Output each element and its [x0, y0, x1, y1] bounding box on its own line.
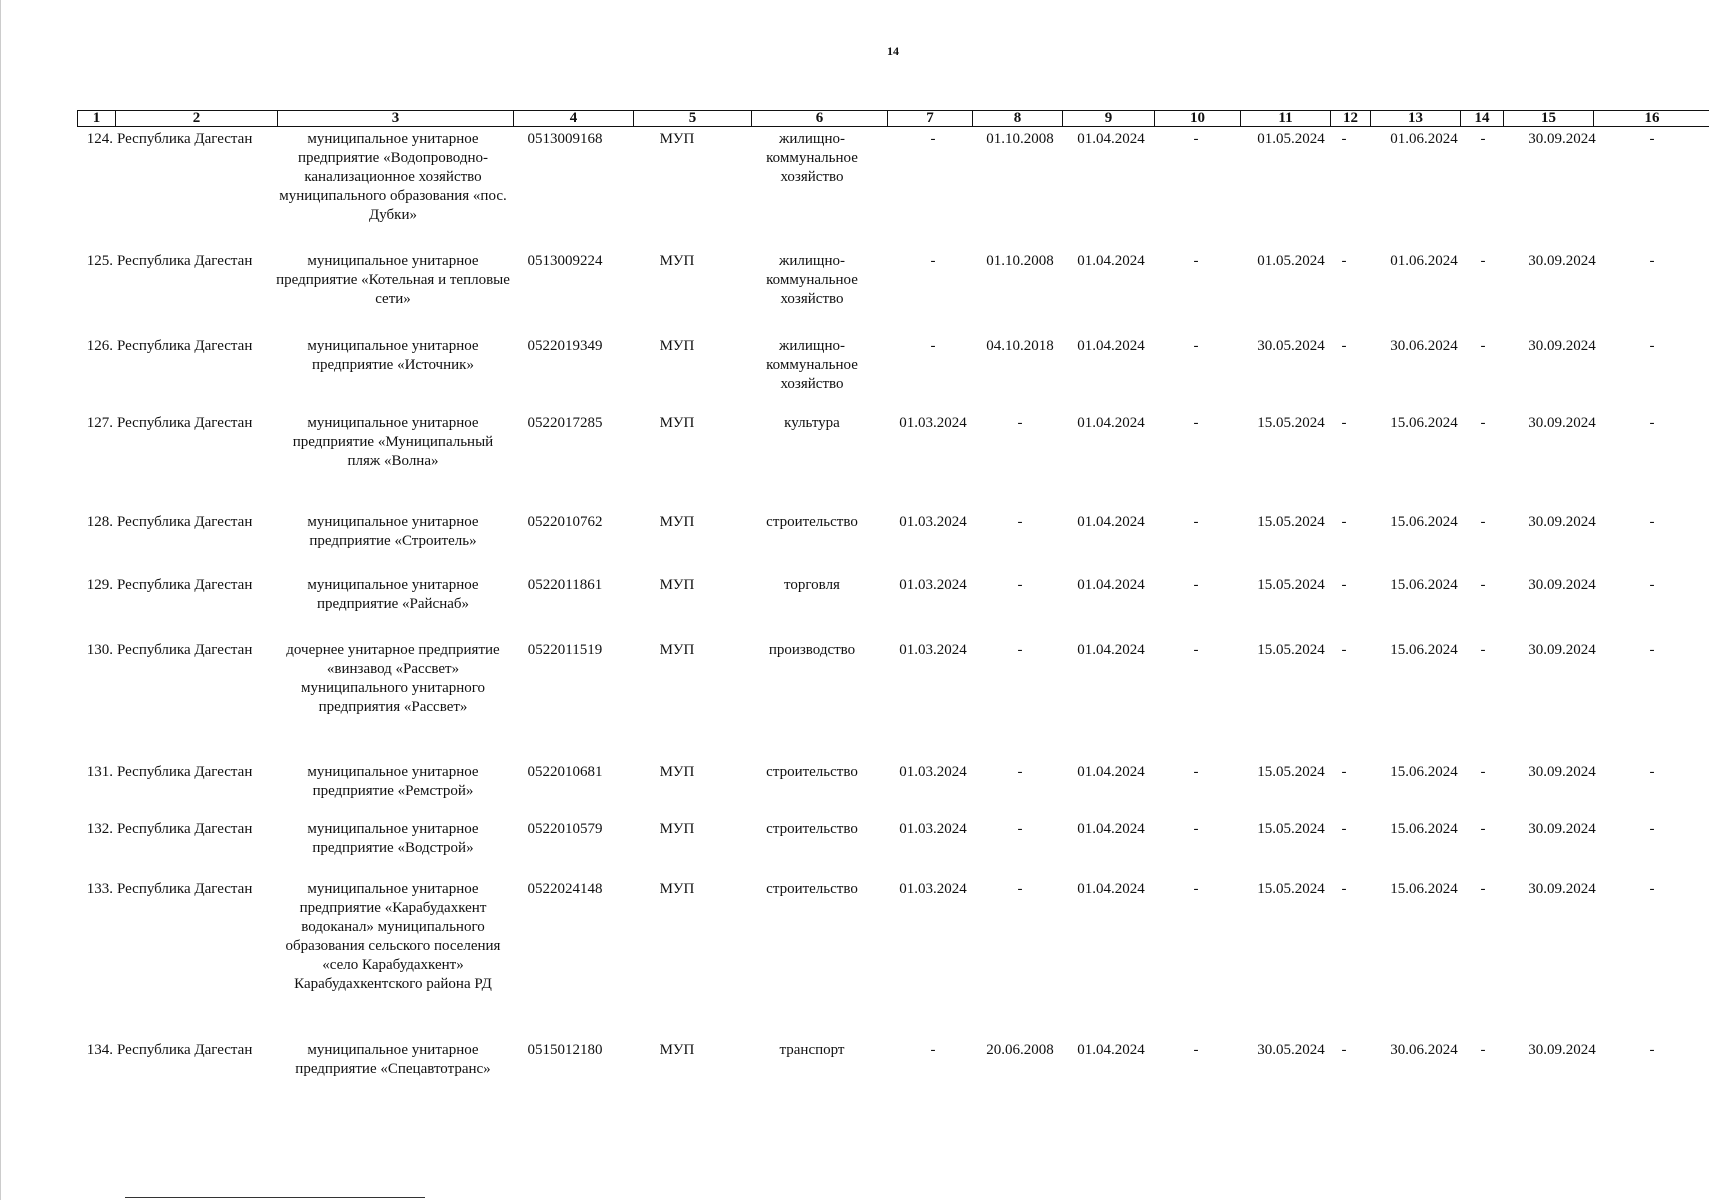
- col8-cell: 04.10.2018: [986, 338, 1054, 354]
- col11-cell: 30.05.2024: [1257, 338, 1325, 354]
- enterprise-name-cell: муниципальное унитарное предприятие «Ремстрой»: [307, 764, 479, 799]
- sphere-cell: жилищно-коммунальное хозяйство: [766, 253, 858, 307]
- enterprise-name-cell: муниципальное унитарное предприятие «Муниципальный пляж «Волна»: [292, 415, 494, 469]
- col11-cell: 15.05.2024: [1257, 881, 1325, 897]
- region-cell: Республика Дагестан: [117, 415, 253, 431]
- col11-cell: 15.05.2024: [1257, 821, 1325, 837]
- col10-cell: -: [1193, 415, 1199, 431]
- row-number: 124.: [86, 131, 113, 147]
- col9-cell: 01.04.2024: [1077, 338, 1145, 354]
- column-header: 6: [752, 111, 888, 126]
- col15-cell: 30.09.2024: [1528, 415, 1596, 431]
- region-cell: Республика Дагестан: [117, 131, 253, 147]
- sphere-cell: строительство: [766, 881, 858, 897]
- type-cell: МУП: [659, 764, 695, 780]
- inn-cell: 0513009224: [527, 253, 603, 269]
- col13-cell: 15.06.2024: [1390, 642, 1458, 658]
- col7-cell: 01.03.2024: [899, 642, 967, 658]
- col12-cell: -: [1341, 514, 1347, 530]
- col14-cell: -: [1480, 514, 1486, 530]
- inn-cell: 0515012180: [527, 1042, 603, 1058]
- col8-cell: 01.10.2008: [986, 131, 1054, 147]
- col14-cell: -: [1480, 253, 1486, 269]
- row-number: 134.: [86, 1042, 113, 1058]
- col13-cell: 30.06.2024: [1390, 1042, 1458, 1058]
- col12-cell: -: [1341, 577, 1347, 593]
- col15-cell: 30.09.2024: [1528, 821, 1596, 837]
- col13-cell: 15.06.2024: [1390, 881, 1458, 897]
- col10-cell: -: [1193, 514, 1199, 530]
- col12-cell: -: [1341, 881, 1347, 897]
- col13-cell: 15.06.2024: [1390, 415, 1458, 431]
- col14-cell: -: [1480, 338, 1486, 354]
- column-header: 8: [973, 111, 1063, 126]
- col8-cell: -: [1017, 764, 1023, 780]
- col11-cell: 15.05.2024: [1257, 415, 1325, 431]
- col16-cell: -: [1649, 577, 1655, 593]
- row-number: 125.: [86, 253, 113, 269]
- enterprise-name-cell: муниципальное унитарное предприятие «Строитель»: [307, 514, 479, 549]
- column-header: 13: [1371, 111, 1461, 126]
- enterprise-name-cell: муниципальное унитарное предприятие «Водстрой»: [307, 821, 479, 856]
- enterprise-name-cell: муниципальное унитарное предприятие «Котельная и тепловые сети»: [276, 253, 510, 307]
- col9-cell: 01.04.2024: [1077, 514, 1145, 530]
- col9-cell: 01.04.2024: [1077, 415, 1145, 431]
- col7-cell: 01.03.2024: [899, 514, 967, 530]
- col15-cell: 30.09.2024: [1528, 253, 1596, 269]
- col8-cell: -: [1017, 577, 1023, 593]
- col11-cell: 15.05.2024: [1257, 642, 1325, 658]
- col10-cell: -: [1193, 1042, 1199, 1058]
- col11-cell: 01.05.2024: [1257, 253, 1325, 269]
- col8-cell: 20.06.2008: [986, 1042, 1054, 1058]
- sphere-cell: жилищно-коммунальное хозяйство: [766, 338, 858, 392]
- row-number: 126.: [86, 338, 113, 354]
- inn-cell: 0522017285: [527, 415, 603, 431]
- enterprise-name-cell: муниципальное унитарное предприятие «Водопроводно-канализационное хозяйство муниципального образования «пос. Дубки»: [279, 131, 507, 223]
- region-cell: Республика Дагестан: [117, 338, 253, 354]
- column-header: 9: [1063, 111, 1155, 126]
- inn-cell: 0522010762: [527, 514, 603, 530]
- enterprise-name-cell: муниципальное унитарное предприятие «Райснаб»: [307, 577, 479, 612]
- region-cell: Республика Дагестан: [117, 1042, 253, 1058]
- col13-cell: 01.06.2024: [1390, 131, 1458, 147]
- col8-cell: -: [1017, 415, 1023, 431]
- col8-cell: 01.10.2008: [986, 253, 1054, 269]
- col16-cell: -: [1649, 881, 1655, 897]
- column-header: 14: [1461, 111, 1504, 126]
- inn-cell: 0522024148: [527, 881, 603, 897]
- column-header: 3: [278, 111, 514, 126]
- col16-cell: -: [1649, 253, 1655, 269]
- col13-cell: 15.06.2024: [1390, 764, 1458, 780]
- inn-cell: 0513009168: [527, 131, 603, 147]
- column-header: 7: [888, 111, 973, 126]
- row-number: 131.: [86, 764, 113, 780]
- sphere-cell: жилищно-коммунальное хозяйство: [766, 131, 858, 185]
- sphere-cell: производство: [768, 642, 856, 658]
- col7-cell: 01.03.2024: [899, 821, 967, 837]
- col10-cell: -: [1193, 577, 1199, 593]
- col8-cell: -: [1017, 514, 1023, 530]
- col16-cell: -: [1649, 642, 1655, 658]
- col16-cell: -: [1649, 821, 1655, 837]
- col7-cell: -: [930, 338, 936, 354]
- col10-cell: -: [1193, 764, 1199, 780]
- type-cell: МУП: [659, 821, 695, 837]
- type-cell: МУП: [659, 338, 695, 354]
- enterprise-name-cell: муниципальное унитарное предприятие «Источник»: [307, 338, 479, 373]
- row-number: 127.: [86, 415, 113, 431]
- column-header: 5: [634, 111, 752, 126]
- type-cell: МУП: [659, 1042, 695, 1058]
- col15-cell: 30.09.2024: [1528, 881, 1596, 897]
- col7-cell: 01.03.2024: [899, 415, 967, 431]
- inn-cell: 0522010681: [527, 764, 603, 780]
- col10-cell: -: [1193, 642, 1199, 658]
- region-cell: Республика Дагестан: [117, 253, 253, 269]
- col13-cell: 01.06.2024: [1390, 253, 1458, 269]
- col15-cell: 30.09.2024: [1528, 1042, 1596, 1058]
- col7-cell: -: [930, 131, 936, 147]
- col9-cell: 01.04.2024: [1077, 764, 1145, 780]
- col9-cell: 01.04.2024: [1077, 821, 1145, 837]
- col11-cell: 15.05.2024: [1257, 764, 1325, 780]
- col7-cell: 01.03.2024: [899, 577, 967, 593]
- col12-cell: -: [1341, 764, 1347, 780]
- col10-cell: -: [1193, 253, 1199, 269]
- col12-cell: -: [1341, 1042, 1347, 1058]
- col9-cell: 01.04.2024: [1077, 253, 1145, 269]
- sphere-cell: строительство: [766, 821, 858, 837]
- col9-cell: 01.04.2024: [1077, 131, 1145, 147]
- sphere-cell: строительство: [766, 514, 858, 530]
- region-cell: Республика Дагестан: [117, 764, 253, 780]
- col16-cell: -: [1649, 131, 1655, 147]
- column-header: 11: [1241, 111, 1331, 126]
- type-cell: МУП: [659, 642, 695, 658]
- col14-cell: -: [1480, 131, 1486, 147]
- sphere-cell: культура: [784, 415, 840, 431]
- col10-cell: -: [1193, 881, 1199, 897]
- sphere-cell: транспорт: [779, 1042, 845, 1058]
- col14-cell: -: [1480, 881, 1486, 897]
- col13-cell: 15.06.2024: [1390, 821, 1458, 837]
- col7-cell: -: [930, 253, 936, 269]
- page-number: 14: [887, 44, 899, 58]
- row-number: 128.: [86, 514, 113, 530]
- type-cell: МУП: [659, 577, 695, 593]
- column-header: 16: [1644, 110, 1660, 126]
- col8-cell: -: [1017, 642, 1023, 658]
- col14-cell: -: [1480, 577, 1486, 593]
- col7-cell: -: [930, 1042, 936, 1058]
- enterprise-name-cell: муниципальное унитарное предприятие «Карабудахкент водоканал» муниципального образования сельского поселения «село Карабудахкент» Карабудахкентского района РД: [285, 881, 501, 992]
- col14-cell: -: [1480, 821, 1486, 837]
- col8-cell: -: [1017, 881, 1023, 897]
- scan-bottom-line: [125, 1197, 425, 1198]
- col10-cell: -: [1193, 131, 1199, 147]
- type-cell: МУП: [659, 514, 695, 530]
- col11-cell: 30.05.2024: [1257, 1042, 1325, 1058]
- enterprise-name-cell: дочернее унитарное предприятие «винзавод «Рассвет» муниципального унитарного предприятия «Рассвет»: [286, 642, 500, 715]
- table-header: [77, 110, 1709, 127]
- col15-cell: 30.09.2024: [1528, 577, 1596, 593]
- sphere-cell: строительство: [766, 764, 858, 780]
- col15-cell: 30.09.2024: [1528, 764, 1596, 780]
- region-cell: Республика Дагестан: [117, 577, 253, 593]
- col14-cell: -: [1480, 1042, 1486, 1058]
- col11-cell: 01.05.2024: [1257, 131, 1325, 147]
- region-cell: Республика Дагестан: [117, 642, 253, 658]
- col12-cell: -: [1341, 131, 1347, 147]
- col16-cell: -: [1649, 764, 1655, 780]
- col11-cell: 15.05.2024: [1257, 514, 1325, 530]
- col16-cell: -: [1649, 415, 1655, 431]
- column-header: 4: [514, 111, 634, 126]
- type-cell: МУП: [659, 881, 695, 897]
- col8-cell: -: [1017, 821, 1023, 837]
- enterprise-name-cell: муниципальное унитарное предприятие «Спецавтотранс»: [295, 1042, 491, 1077]
- col9-cell: 01.04.2024: [1077, 642, 1145, 658]
- col12-cell: -: [1341, 415, 1347, 431]
- col7-cell: 01.03.2024: [899, 764, 967, 780]
- row-number: 129.: [86, 577, 113, 593]
- sphere-cell: торговля: [784, 577, 840, 593]
- col10-cell: -: [1193, 338, 1199, 354]
- col9-cell: 01.04.2024: [1077, 881, 1145, 897]
- region-cell: Республика Дагестан: [117, 821, 253, 837]
- row-number: 133.: [86, 881, 113, 897]
- col15-cell: 30.09.2024: [1528, 514, 1596, 530]
- col14-cell: -: [1480, 415, 1486, 431]
- col12-cell: -: [1341, 821, 1347, 837]
- col12-cell: -: [1341, 642, 1347, 658]
- col16-cell: -: [1649, 1042, 1655, 1058]
- col13-cell: 15.06.2024: [1390, 577, 1458, 593]
- col12-cell: -: [1341, 253, 1347, 269]
- col15-cell: 30.09.2024: [1528, 131, 1596, 147]
- column-header: 2: [116, 111, 278, 126]
- region-cell: Республика Дагестан: [117, 514, 253, 530]
- col15-cell: 30.09.2024: [1528, 642, 1596, 658]
- region-cell: Республика Дагестан: [117, 881, 253, 897]
- column-header: 15: [1504, 111, 1594, 126]
- column-header: 12: [1331, 111, 1371, 126]
- type-cell: МУП: [659, 253, 695, 269]
- type-cell: МУП: [659, 415, 695, 431]
- col14-cell: -: [1480, 764, 1486, 780]
- col10-cell: -: [1193, 821, 1199, 837]
- col13-cell: 30.06.2024: [1390, 338, 1458, 354]
- col12-cell: -: [1341, 338, 1347, 354]
- inn-cell: 0522019349: [527, 338, 603, 354]
- column-header: 10: [1155, 111, 1241, 126]
- scan-edge-left: [0, 0, 1, 1200]
- col15-cell: 30.09.2024: [1528, 338, 1596, 354]
- col16-cell: -: [1649, 338, 1655, 354]
- col9-cell: 01.04.2024: [1077, 1042, 1145, 1058]
- inn-cell: 0522011861: [527, 577, 603, 593]
- col16-cell: -: [1649, 514, 1655, 530]
- column-header: 1: [78, 111, 116, 126]
- inn-cell: 0522010579: [527, 821, 603, 837]
- col9-cell: 01.04.2024: [1077, 577, 1145, 593]
- col11-cell: 15.05.2024: [1257, 577, 1325, 593]
- col13-cell: 15.06.2024: [1390, 514, 1458, 530]
- inn-cell: 0522011519: [527, 642, 603, 658]
- col7-cell: 01.03.2024: [899, 881, 967, 897]
- type-cell: МУП: [659, 131, 695, 147]
- col14-cell: -: [1480, 642, 1486, 658]
- row-number: 132.: [86, 821, 113, 837]
- row-number: 130.: [86, 642, 113, 658]
